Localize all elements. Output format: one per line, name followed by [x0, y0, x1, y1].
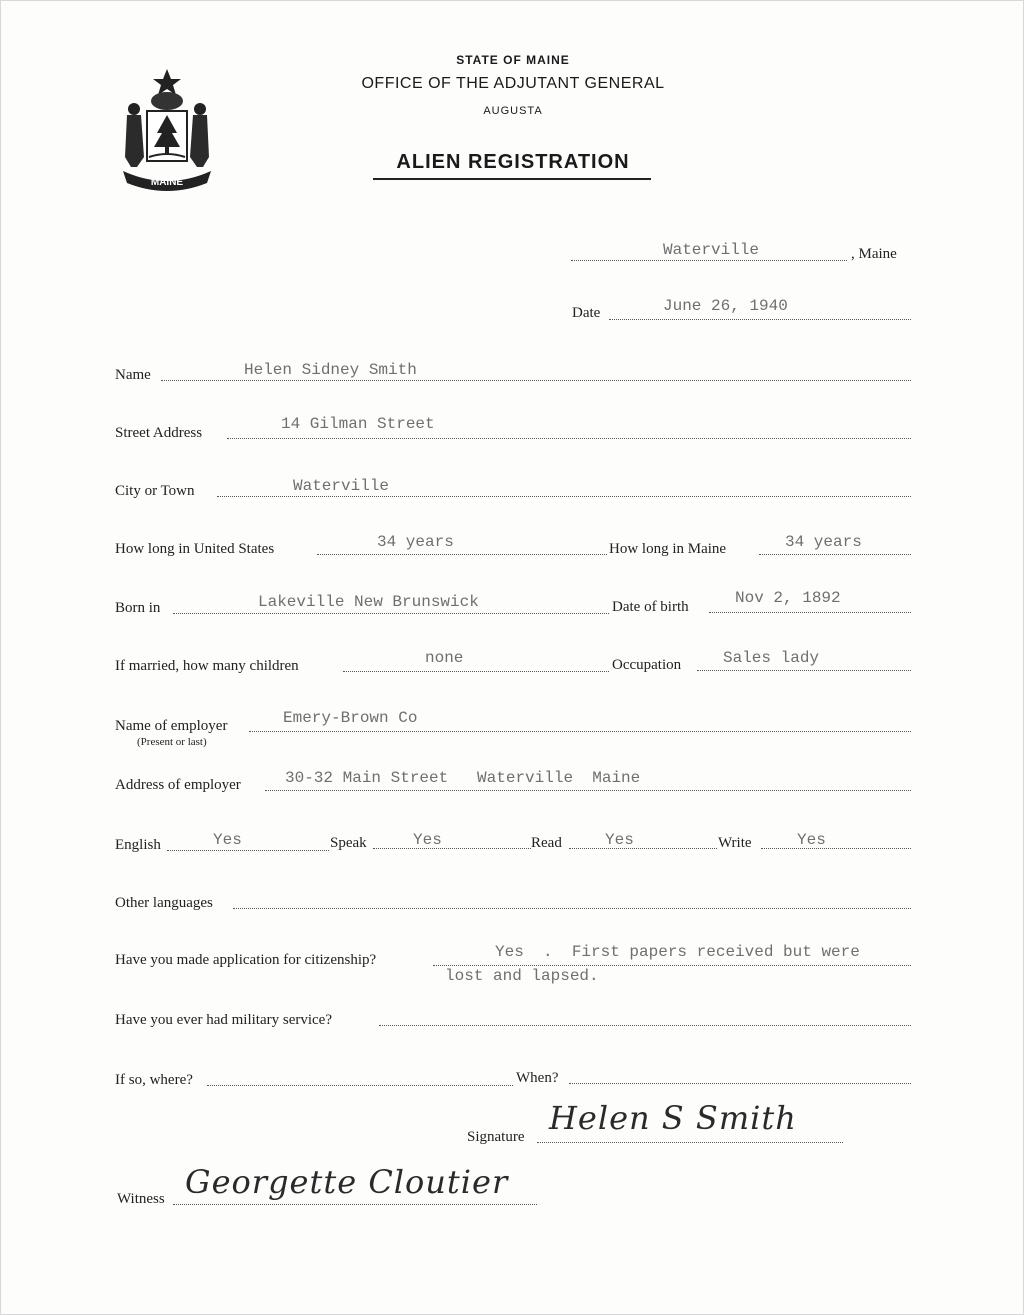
- form-title: ALIEN REGISTRATION: [396, 151, 630, 173]
- us-duration-label: How long in United States: [115, 541, 275, 557]
- city-value: Waterville: [293, 477, 390, 495]
- born-line: [173, 613, 609, 614]
- occupation-line: [697, 670, 911, 671]
- write-label: Write: [718, 835, 752, 851]
- witness-handwriting: Georgette Cloutier: [185, 1163, 509, 1201]
- date-value: June 26, 1940: [663, 297, 788, 315]
- citizenship-value-line2: lost and lapsed.: [445, 967, 599, 985]
- speak-value: Yes: [413, 831, 442, 849]
- name-line: [161, 380, 911, 381]
- signature-label: Signature: [467, 1129, 525, 1145]
- maine-duration-label: How long in Maine: [609, 541, 727, 557]
- children-label: If married, how many children: [115, 658, 299, 674]
- born-label: Born in: [115, 600, 161, 616]
- signature-handwriting: Helen S Smith: [549, 1099, 797, 1137]
- employer-address-value: 30-32 Main Street Waterville Maine: [285, 769, 641, 787]
- born-value: Lakeville New Brunswick: [258, 593, 479, 611]
- dob-value: Nov 2, 1892: [735, 589, 841, 607]
- header-city: AUGUSTA: [483, 105, 543, 117]
- other-languages-line: [233, 908, 911, 909]
- occupation-label: Occupation: [612, 657, 682, 673]
- where-line: [207, 1085, 513, 1086]
- name-label: Name: [115, 367, 151, 383]
- witness-line: [173, 1204, 537, 1205]
- dob-line: [709, 612, 911, 613]
- seal-text: MAINE: [150, 177, 184, 188]
- street-label: Street Address: [115, 425, 203, 441]
- citizenship-line: [433, 965, 911, 966]
- employer-address-label: Address of employer: [115, 777, 241, 793]
- street-value: 14 Gilman Street: [281, 415, 435, 433]
- write-value: Yes: [797, 831, 826, 849]
- employer-label: Name of employer: [115, 718, 228, 734]
- read-line: [569, 848, 717, 849]
- signature-line: [537, 1142, 843, 1143]
- dob-label: Date of birth: [612, 599, 689, 615]
- read-label: Read: [531, 835, 562, 851]
- occupation-value: Sales lady: [723, 649, 820, 667]
- date-line: [609, 319, 911, 320]
- when-label: When?: [516, 1070, 559, 1086]
- city-line: [217, 496, 911, 497]
- us-duration-value: 34 years: [377, 533, 454, 551]
- header-office: OFFICE OF THE ADJUTANT GENERAL: [361, 75, 665, 92]
- speak-label: Speak: [330, 835, 367, 851]
- date-label: Date: [572, 305, 601, 321]
- header-state: STATE OF MAINE: [456, 53, 570, 67]
- city-label: City or Town: [115, 483, 195, 499]
- military-line: [379, 1025, 911, 1026]
- place-value: Waterville: [663, 241, 760, 259]
- other-languages-label: Other languages: [115, 895, 213, 911]
- witness-label: Witness: [117, 1191, 165, 1207]
- employer-sublabel: (Present or last): [137, 736, 207, 748]
- employer-address-line: [265, 790, 911, 791]
- where-label: If so, where?: [115, 1072, 193, 1088]
- english-value: Yes: [213, 831, 242, 849]
- english-line: [167, 850, 329, 851]
- place-line: [571, 260, 847, 261]
- citizenship-value-line1: Yes . First papers received but were: [495, 943, 860, 961]
- speak-line: [373, 848, 531, 849]
- citizenship-label: Have you made application for citizenship?: [115, 952, 377, 968]
- place-suffix: , Maine: [851, 246, 897, 262]
- write-line: [761, 848, 911, 849]
- us-duration-line: [317, 554, 607, 555]
- children-value: none: [425, 649, 464, 667]
- maine-duration-line: [759, 554, 911, 555]
- title-underline: [373, 178, 651, 180]
- maine-duration-value: 34 years: [785, 533, 862, 551]
- military-label: Have you ever had military service?: [115, 1012, 332, 1028]
- when-line: [569, 1083, 911, 1084]
- read-value: Yes: [605, 831, 634, 849]
- name-value: Helen Sidney Smith: [244, 361, 417, 379]
- children-line: [343, 671, 609, 672]
- employer-value: Emery-Brown Co: [283, 709, 418, 727]
- english-label: English: [115, 837, 161, 853]
- street-line: [227, 438, 911, 439]
- employer-line: [249, 731, 911, 732]
